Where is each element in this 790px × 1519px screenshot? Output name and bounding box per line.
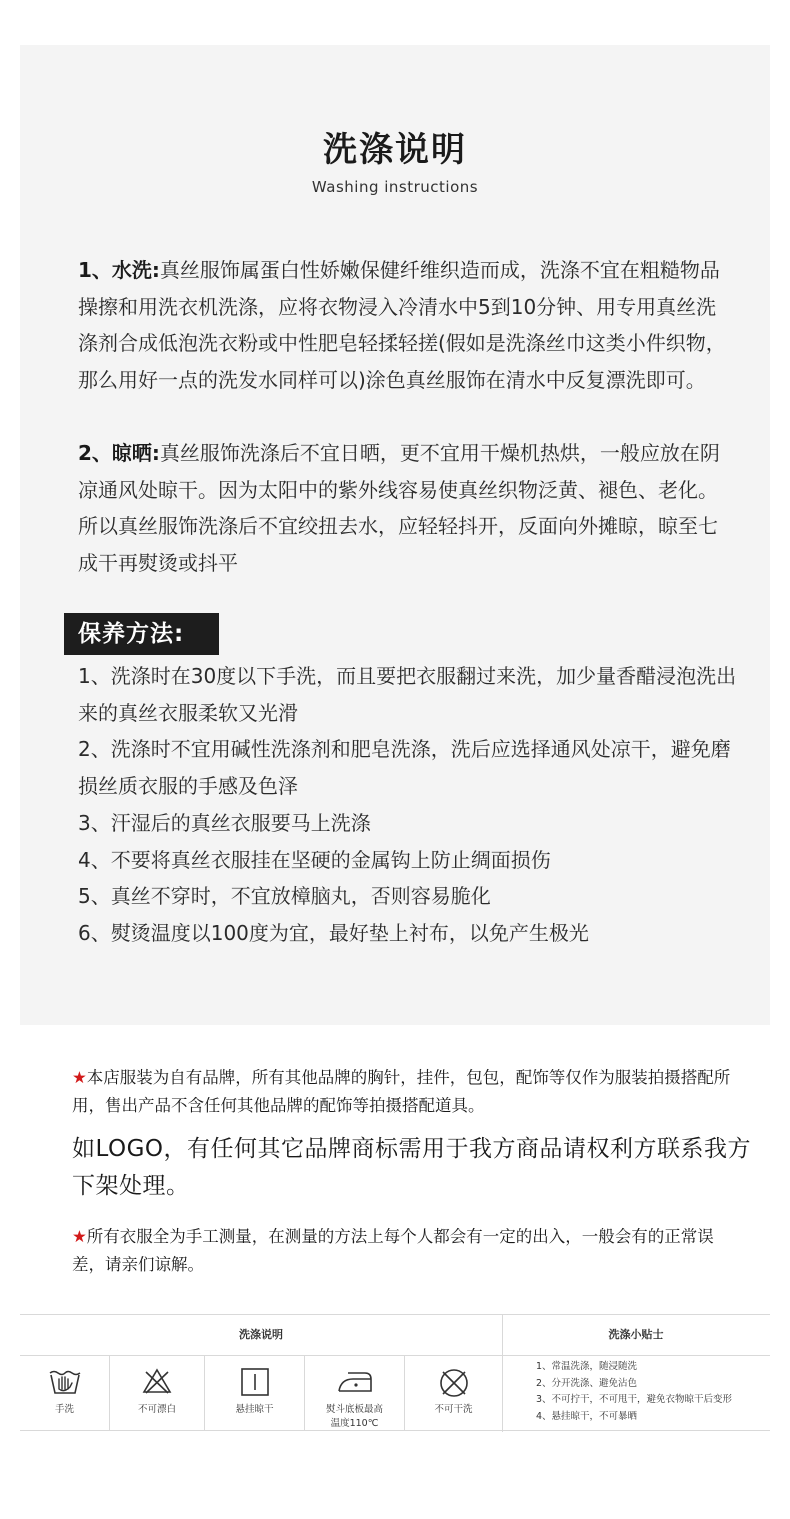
symbol-cell-iron: [305, 1355, 405, 1431]
washing-item-2-text: 真丝服饰洗涤后不宜日晒，更不宜用干燥机热烘，一般应放在阴凉通风处晾干。因为太阳中的紫外线容易使真丝织物泛黄、褪色、老化。所以真丝服饰洗涤后不宜绞扭去水，应轻轻抖开，反面向外摊晾，晾至七成干再熨烫或抖平: [78, 441, 720, 575]
page-subtitle: Washing instructions: [311, 178, 479, 196]
symbol-label: 手洗: [54, 1404, 74, 1415]
tip-item: 2、分开洗涤、避免沾色: [536, 1377, 638, 1389]
table-header-washing: 洗涤说明: [239, 1328, 283, 1341]
symbol-cell-hand-wash: [20, 1355, 110, 1431]
symbol-cell-hang-dry: [205, 1355, 305, 1431]
measurement-notice-text: 所有衣服全为手工测量，在测量的方法上每个人都会有一定的出入，一般会有的正常误差，请亲们谅解。: [72, 1227, 714, 1274]
tip-item: 3、不可拧干，不可甩干，避免衣物晾干后变形: [536, 1394, 733, 1405]
no-bleach-icon: [141, 1367, 173, 1395]
washing-item-1: [78, 252, 728, 398]
star-icon: ★: [72, 1068, 87, 1087]
logo-notice: 如LOGO，有任何其它品牌商标需用于我方商品请权利方联系我方下架处理。: [72, 1136, 752, 1199]
no-dry-clean-icon: [438, 1367, 470, 1399]
care-list: [78, 658, 738, 952]
symbol-label: 不可漂白: [137, 1404, 176, 1415]
measurement-notice: [72, 1223, 742, 1279]
table-divider: [502, 1315, 503, 1432]
hang-dry-icon: [240, 1367, 270, 1397]
care-item: 6、熨烫温度以100度为宜，最好垫上衬布，以免产生极光: [78, 920, 589, 945]
table-header-tips: 洗涤小贴士: [608, 1328, 664, 1341]
symbol-label: 悬挂晾干: [235, 1404, 274, 1415]
symbol-label: [305, 1403, 404, 1431]
care-item: 2、洗涤时不宜用碱性洗涤剂和肥皂洗涤，洗后应选择通风处凉干，避免磨损丝质衣服的手感及色泽: [78, 737, 731, 799]
brand-notice: [72, 1064, 742, 1120]
hand-wash-icon: [47, 1367, 83, 1397]
symbol-label-line: 熨斗底板最高: [325, 1404, 383, 1415]
tip-item: 1、常温洗涤，随浸随洗: [536, 1361, 638, 1372]
iron-icon: [336, 1367, 374, 1395]
symbol-cell-no-dry-clean: [405, 1355, 502, 1431]
tips-list: [536, 1359, 770, 1425]
care-symbol-table: [20, 1314, 770, 1431]
brand-notice-text: 本店服装为自有品牌，所有其他品牌的胸针，挂件，包包，配饰等仅作为服装拍摄搭配所用，售出产品不含任何其他品牌的配饰等拍摄搭配道具。: [72, 1068, 731, 1115]
washing-item-2-label: 2、晾晒:: [78, 441, 160, 465]
care-item: 1、洗涤时在30度以下手洗，而且要把衣服翻过来洗，加少量香醋浸泡洗出来的真丝衣服柔软又光滑: [78, 664, 737, 725]
washing-item-1-text: 真丝服饰属蛋白性娇嫩保健纤维织造而成，洗涤不宜在粗糙物品操擦和用洗衣机洗涤，应将衣物浸入冷清水中5到10分钟、用专用真丝洗涤剂合成低泡洗衣粉或中性肥皂轻揉轻搓(假如是洗涤丝巾这类小件织物，那么用好一点的洗发水同样可以)涂色真丝服饰在清水中反复漂洗即可。: [78, 258, 726, 392]
star-icon: ★: [72, 1227, 87, 1246]
symbol-label-line: 温度110℃: [330, 1418, 379, 1429]
tip-item: 4、悬挂晾干，不可暴晒: [536, 1410, 638, 1422]
washing-item-2: [78, 435, 728, 581]
care-item: 4、不要将真丝衣服挂在坚硬的金属钩上防止绸面损伤: [78, 847, 551, 872]
care-heading-badge: 保养方法:: [64, 613, 219, 655]
washing-item-1-label: 1、水洗:: [78, 258, 160, 282]
symbol-cell-no-bleach: [110, 1355, 205, 1431]
care-item: 3、汗湿后的真丝衣服要马上洗涤: [78, 810, 371, 835]
care-item: 5、真丝不穿时，不宜放樟脑丸，否则容易脆化: [78, 884, 491, 909]
symbol-label: 不可干洗: [434, 1404, 473, 1415]
page-title: 洗涤说明: [323, 130, 467, 170]
